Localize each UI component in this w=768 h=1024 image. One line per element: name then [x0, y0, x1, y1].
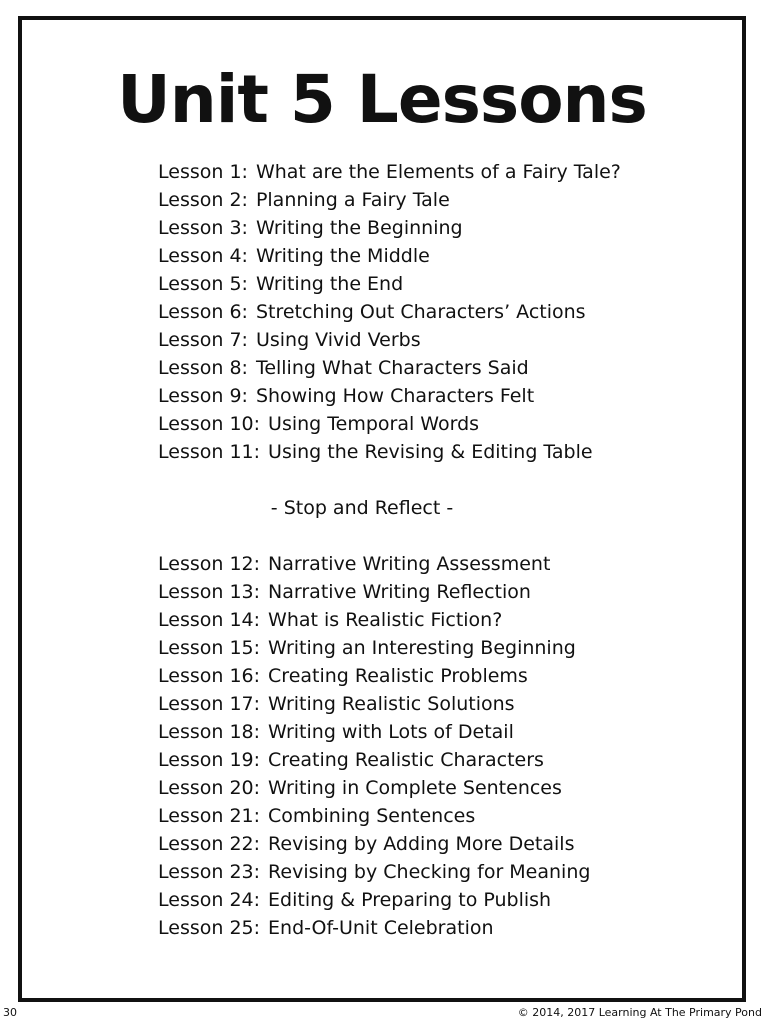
lesson-number: Lesson 18:: [158, 721, 261, 743]
lesson-number: Lesson 14:: [158, 609, 261, 631]
lesson-item: [158, 214, 718, 242]
lesson-item: [158, 606, 718, 634]
lesson-item: [158, 186, 718, 214]
stop-and-reflect-divider: - Stop and Reflect -: [270, 497, 454, 519]
lesson-title: Writing the Beginning: [255, 217, 463, 239]
lesson-title: What is Realistic Fiction?: [268, 609, 503, 631]
lesson-item: [158, 746, 718, 774]
lesson-title: What are the Elements of a Fairy Tale?: [255, 161, 621, 183]
lesson-item: [158, 438, 718, 466]
lesson-title: Creating Realistic Problems: [268, 665, 528, 687]
lesson-title: Creating Realistic Characters: [268, 749, 544, 771]
lesson-title: Revising by Checking for Meaning: [268, 861, 591, 883]
lesson-number: Lesson 24:: [158, 889, 261, 911]
copyright-notice: © 2014, 2017 Learning At The Primary Pond: [517, 1006, 762, 1019]
page-title: Unit 5 Lessons: [117, 61, 647, 138]
lesson-number: Lesson 4:: [158, 245, 248, 267]
lesson-number: Lesson 9:: [158, 385, 248, 407]
lesson-item: [158, 718, 718, 746]
lesson-title: End-Of-Unit Celebration: [268, 917, 494, 939]
lesson-title: Combining Sentences: [268, 805, 476, 827]
lesson-number: Lesson 25:: [158, 917, 261, 939]
lesson-number: Lesson 5:: [158, 273, 248, 295]
lesson-title: Narrative Writing Reflection: [268, 581, 531, 603]
lesson-title: Using Vivid Verbs: [255, 329, 421, 351]
lesson-number: Lesson 2:: [158, 189, 248, 211]
lesson-number: Lesson 20:: [158, 777, 261, 799]
lesson-item: [158, 242, 718, 270]
lesson-title: Narrative Writing Assessment: [268, 553, 551, 575]
lesson-title: Writing the End: [255, 273, 404, 295]
lesson-number: Lesson 21:: [158, 805, 261, 827]
lesson-number: Lesson 10:: [158, 413, 261, 435]
lesson-number: Lesson 7:: [158, 329, 248, 351]
lesson-title: Writing an Interesting Beginning: [268, 637, 576, 659]
lesson-number: Lesson 15:: [158, 637, 261, 659]
lesson-number: Lesson 22:: [158, 833, 261, 855]
lesson-item: [158, 298, 718, 326]
lesson-title: Writing with Lots of Detail: [268, 721, 514, 743]
lesson-title: Showing How Characters Felt: [255, 385, 535, 407]
lesson-title: Writing in Complete Sentences: [268, 777, 562, 799]
lesson-item: [158, 858, 718, 886]
lesson-title: Writing the Middle: [255, 245, 430, 267]
lesson-number: Lesson 8:: [158, 357, 248, 379]
lesson-item: [158, 886, 718, 914]
lesson-item: [158, 382, 718, 410]
lesson-item: [158, 634, 718, 662]
lesson-title: Using the Revising & Editing Table: [268, 441, 593, 463]
lesson-item: [158, 158, 718, 186]
lesson-number: Lesson 17:: [158, 693, 261, 715]
lesson-title: Stretching Out Characters’ Actions: [255, 301, 586, 323]
lesson-number: Lesson 16:: [158, 665, 261, 687]
lesson-item: [158, 354, 718, 382]
lesson-item: [158, 662, 718, 690]
spacer: [158, 466, 718, 494]
lesson-item: [158, 802, 718, 830]
lesson-item: [158, 914, 718, 942]
lesson-number: Lesson 12:: [158, 553, 261, 575]
lesson-title: Using Temporal Words: [268, 413, 480, 435]
lesson-list: [158, 158, 718, 942]
lesson-item: [158, 550, 718, 578]
lesson-title: Writing Realistic Solutions: [268, 693, 515, 715]
lesson-item: [158, 270, 718, 298]
lesson-number: Lesson 19:: [158, 749, 261, 771]
lesson-number: Lesson 6:: [158, 301, 248, 323]
lesson-item: [158, 774, 718, 802]
page-frame: [18, 16, 746, 1002]
lesson-item: [158, 410, 718, 438]
lesson-title: Planning a Fairy Tale: [255, 189, 450, 211]
lesson-number: Lesson 13:: [158, 581, 261, 603]
lesson-item: [158, 690, 718, 718]
lesson-item: [158, 830, 718, 858]
lesson-number: Lesson 11:: [158, 441, 261, 463]
lesson-number: Lesson 3:: [158, 217, 248, 239]
lesson-number: Lesson 1:: [158, 161, 248, 183]
lesson-item: [158, 578, 718, 606]
lesson-item: [158, 326, 718, 354]
page-number: 30: [3, 1006, 17, 1019]
lesson-title: Telling What Characters Said: [255, 357, 529, 379]
spacer: [158, 522, 718, 550]
lesson-title: Revising by Adding More Details: [268, 833, 575, 855]
lesson-title: Editing & Preparing to Publish: [268, 889, 552, 911]
lesson-number: Lesson 23:: [158, 861, 261, 883]
